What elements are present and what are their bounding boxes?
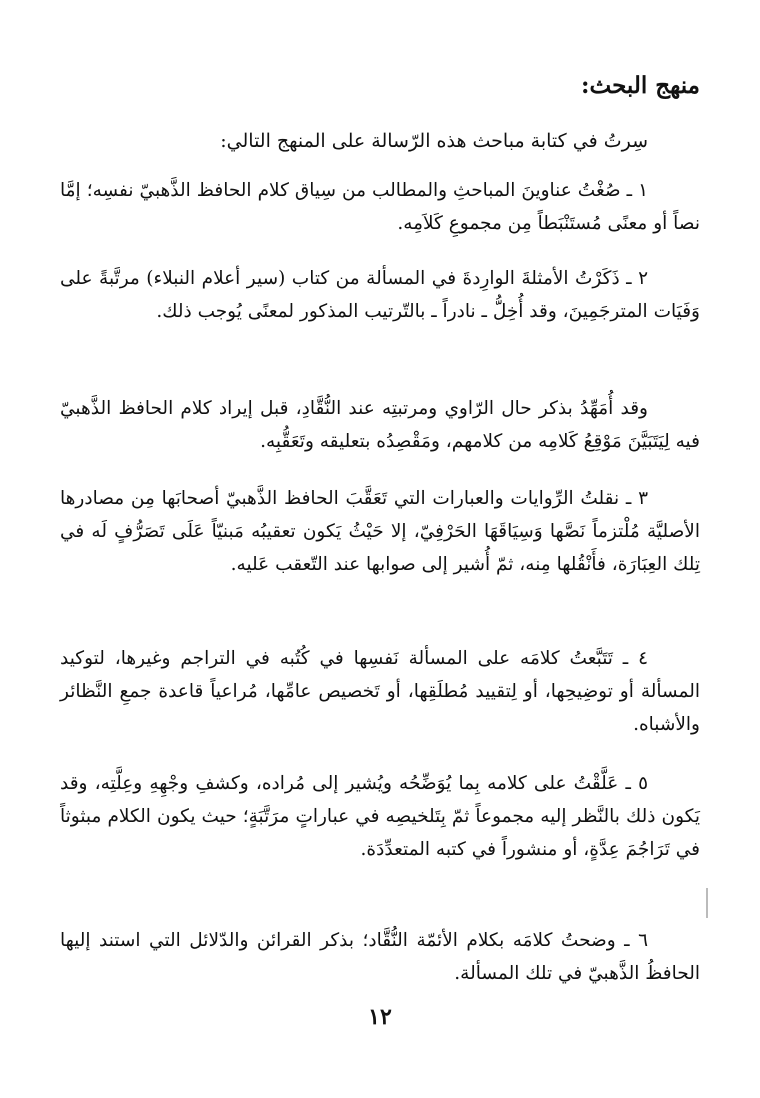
methodology-item-3: ٣ ـ نقلتُ الرِّوايات والعبارات التي تَعَقَّبَ الحافظ الذَّهبيّ أصحابَها مِن مصادرها الأصليَّة مُلْتزماً نَصَّها وَسِيَاقَهَا الحَرْفِيّ، إلا حَيْثُ يَكون تعقيبُه مَبنيّاً عَلَى تَصَرُّفٍ لَه في تِلك العِبَارَة، فأَنْقُلها مِنه، ثمّ أُشير إلى صوابها عند التّعقب عَليه. — [60, 488, 700, 575]
methodology-item-6: ٦ ـ وضحتُ كلامَه بكلام الأئمّة النُّقَّاد؛ بذكر القرائن والدّلائل التي استند إليها الحافظُ الذَّهبيّ في تلك المسألة. — [60, 930, 700, 984]
methodology-item-2-continuation: وقد أُمَهِّدُ بذكر حال الرّاوي ومرتبتِه عند النُّقَّادِ، قبل إيراد كلام الحافظ الذَّهبيّ فيه لِيَتَبَيَّنَ مَوْقِعُ كَلامِه من كلامهم، ومَقْصِدُه بتعليقه وتَعَقُّبِه. — [60, 398, 700, 452]
methodology-item-1: ١ ـ صُغْتُ عناوينَ المباحثِ والمطالب من سِياق كلام الحافظ الذَّهبيّ نفسِه؛ إمَّا نصاً أو معنًى مُستَنْبَطاً مِن مجموعِ كَلاَمِه. — [60, 180, 700, 234]
page-number: ١٢ — [368, 1004, 392, 1030]
methodology-item-4: ٤ ـ تَتَبَّعتُ كلامَه على المسألة نَفسِها في كُتُبه في التراجم وغيرها، لتوكيد المسألة أو توضِيحِها، أو لِتقييد مُطلَقِها، أو تَخصيص عامِّها، مُراعياً قاعدة جمعِ النَّظائر والأشباه. — [60, 648, 700, 735]
intro-paragraph: سِرتُ في كتابة مباحث هذه الرّسالة على المنهج التالي: — [220, 130, 648, 152]
methodology-item-5: ٥ ـ عَلَّقْتُ على كلامه بِما يُوَضِّحُه ويُشير إلى مُراده، وكشفِ وجْهِهِ وعِلَّتِه، وقد يَكون ذلك بالنَّظر إليه مجموعاً ثمّ بِتَلخيصِه في عباراتٍ مرَتَّبَةٍ؛ حيث يكون الكلام مبثوثاً في تَرَاجُمَ عِدَّةٍ، أو منشوراً في كتبه المتعدِّدَة. — [60, 773, 700, 860]
section-heading: منهج البحث: — [581, 72, 700, 99]
document-page — [60, 62, 700, 1082]
methodology-item-2: ٢ ـ ذَكَرْتُ الأمثلةَ الوارِدةَ في المسألة من كتاب (سير أعلام النبلاء) مرتَّبةً على وَفَيَات المترجَمِينَ، وقد أُخِلُّ ـ نادراً ـ بالتّرتيب المذكور لمعنًى يُوجب ذلك. — [60, 268, 700, 322]
margin-mark — [706, 888, 708, 918]
